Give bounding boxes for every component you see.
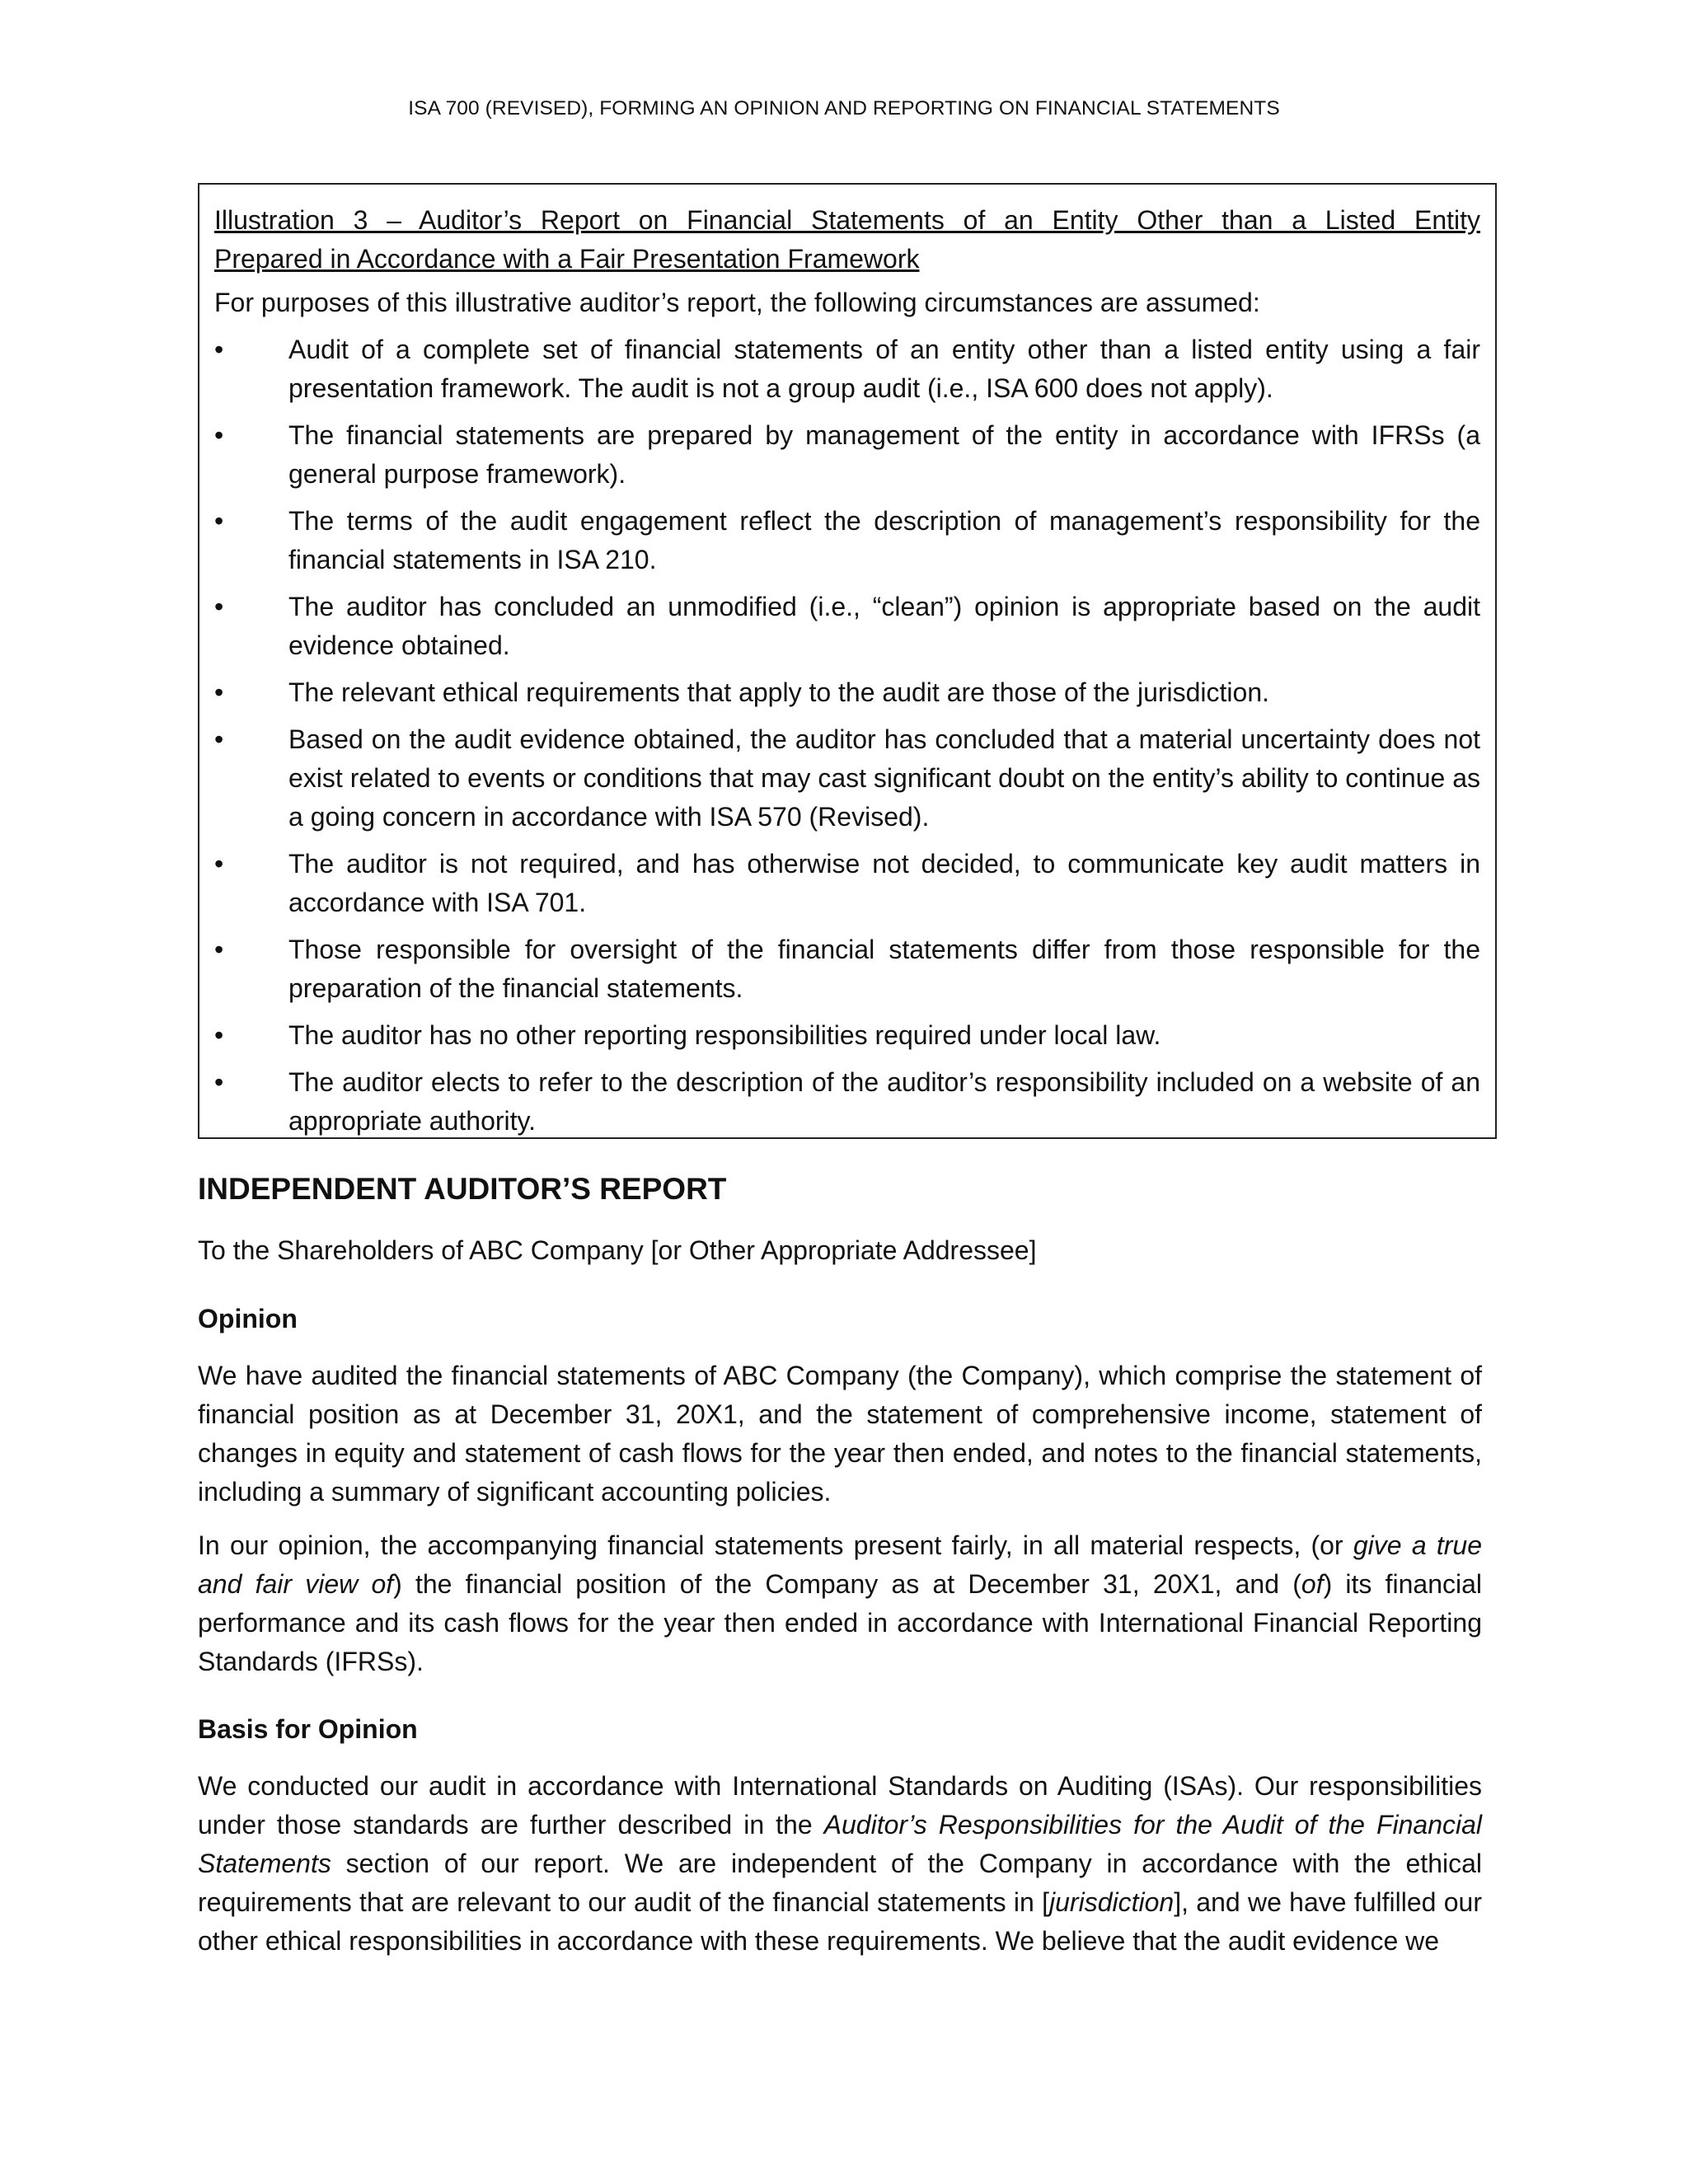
emphasis-text: of [1301, 1569, 1324, 1599]
bullet-icon: • [214, 335, 224, 364]
list-item: • The auditor elects to refer to the description of the auditor’s responsibility included on a website of an appropriate authority. [214, 1063, 1480, 1141]
bullet-icon: • [214, 849, 224, 879]
illustration-intro: For purposes of this illustrative auditor’s report, the following circumstances are assumed: [214, 288, 1260, 317]
jurisdiction-placeholder: jurisdiction [1049, 1887, 1175, 1917]
illustration-box [198, 183, 1497, 1139]
page-running-header: ISA 700 (REVISED), FORMING AN OPINION AND REPORTING ON FINANCIAL STATEMENTS [408, 97, 1280, 120]
opinion-paragraph-2: In our opinion, the accompanying financial statements present fairly, in all material respects, (or give a true and fair view of) the financial position of the Company as at December 31, 20X1, and (of) its financial performance and its cash flows for the year then ended in accordance with International Financial Reporting Standards (IFRSs). [198, 1530, 1483, 1676]
list-item: • The auditor is not required, and has otherwise not decided, to communicate key audit matters in accordance with ISA 701. [214, 845, 1480, 922]
bullet-icon: • [214, 677, 224, 707]
list-item: • The auditor has concluded an unmodified (i.e., “clean”) opinion is appropriate based on the audit evidence obtained. [214, 588, 1480, 665]
illustration-title-line-2: Prepared in Accordance with a Fair Presentation Framework [214, 244, 920, 274]
bullet-icon: • [214, 724, 224, 754]
bullet-icon: • [214, 1020, 224, 1050]
bullet-icon: • [214, 506, 224, 536]
list-item: • Audit of a complete set of financial statements of an entity other than a listed entity using a fair presentation framework. The audit is not a group audit (i.e., ISA 600 does not apply). [214, 330, 1480, 408]
list-item: • The financial statements are prepared by management of the entity in accordance with IFRSs (a general purpose framework). [214, 416, 1480, 494]
emphasis-text: give a true and fair view of [198, 1530, 1483, 1599]
list-item: • Those responsible for oversight of the financial statements differ from those responsible for the preparation of the financial statements. [214, 930, 1480, 1008]
illustration-title-line-1: Illustration 3 – Auditor’s Report on Financial Statements of an Entity Other than a Listed Entity [214, 205, 1480, 235]
opinion-paragraph-1: We have audited the financial statements of ABC Company (the Company), which comprise the statement of financial position as at December 31, 20X1, and the statement of comprehensive income, statement of changes in equity and statement of cash flows for the year then ended, and notes to the financial statements, including a summary of significant accounting policies. [198, 1361, 1482, 1507]
opinion-heading: Opinion [198, 1304, 298, 1333]
bullet-icon: • [214, 420, 224, 450]
bullet-icon: • [214, 1067, 224, 1097]
list-item: • The auditor has no other reporting responsibilities required under local law. [214, 1016, 1480, 1055]
bullet-icon: • [214, 935, 224, 964]
list-item: • Based on the audit evidence obtained, the auditor has concluded that a material uncertainty does not exist related to events or conditions that may cast significant doubt on the entity’s ability to continue as a going concern in accordance with ISA 570 (Revised). [214, 720, 1480, 837]
basis-heading: Basis for Opinion [198, 1714, 418, 1744]
section-reference: Auditor’s Responsibilities for the Audit of the Financial Statements [198, 1810, 1483, 1878]
basis-paragraph-1 [198, 1767, 1482, 1961]
report-heading: INDEPENDENT AUDITOR’S REPORT [198, 1172, 727, 1206]
list-item: • The terms of the audit engagement reflect the description of management’s responsibility for the financial statements in ISA 210. [214, 502, 1480, 579]
list-item: • The relevant ethical requirements that apply to the audit are those of the jurisdiction. [214, 673, 1480, 712]
illustration-title [214, 201, 1480, 279]
addressee-line: To the Shareholders of ABC Company [or Other Appropriate Addressee] [198, 1235, 1037, 1265]
basis-paragraph-body: We conducted our audit in accordance with International Standards on Auditing (ISAs). Our responsibilities under those standards are further described in the Auditor’s Responsibilities for the Audit of the Financial Statements section of our report. We are independent of the Company in accordance with the ethical requirements that are relevant to our audit of the financial statements in [jurisdiction], and we have fulfilled our other ethical responsibilities in accordance with these requirements. We believe that the audit evidence we [198, 1771, 1483, 1956]
assumptions-list [214, 330, 1480, 1141]
basis-paragraph-continued: We believe that the audit evidence we [995, 1926, 1440, 1956]
bullet-icon: • [214, 592, 224, 621]
